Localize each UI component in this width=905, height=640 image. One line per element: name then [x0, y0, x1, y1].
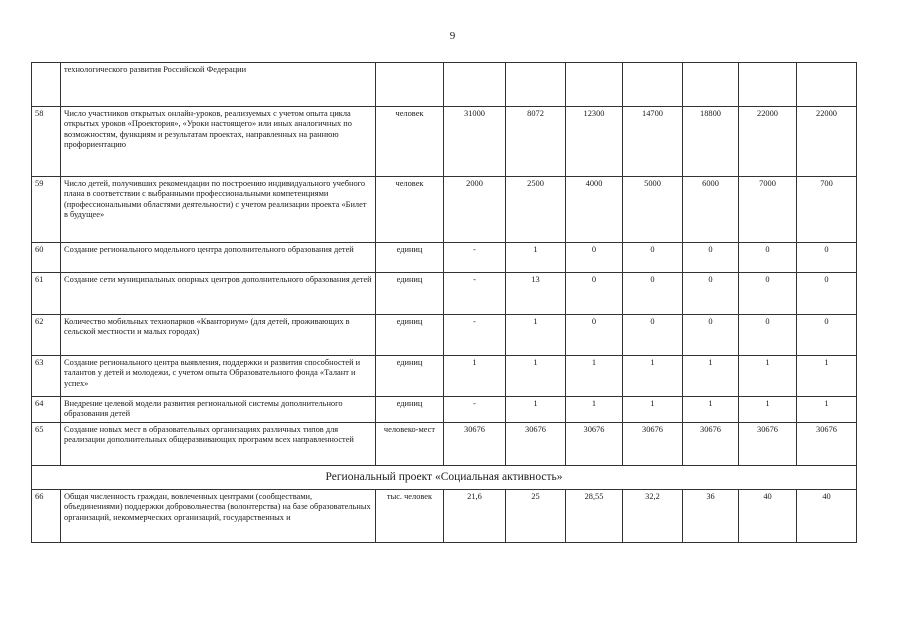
- indicator-value: 0: [623, 315, 683, 356]
- indicator-value: 30676: [506, 423, 566, 466]
- indicator-value: 1: [623, 397, 683, 423]
- indicator-value: 30676: [623, 423, 683, 466]
- indicator-name: Создание сети муниципальных опорных центров дополнительного образования детей: [61, 273, 376, 315]
- row-number: 65: [32, 423, 61, 466]
- indicator-value: 7000: [739, 177, 797, 243]
- indicator-value: 32,2: [623, 490, 683, 543]
- indicator-value: 30676: [683, 423, 739, 466]
- indicator-value: 1: [739, 356, 797, 397]
- indicator-value: 0: [623, 243, 683, 273]
- indicator-value: [623, 63, 683, 107]
- unit-of-measure: единиц: [376, 315, 444, 356]
- unit-of-measure: человек: [376, 107, 444, 177]
- indicator-value: 5000: [623, 177, 683, 243]
- indicator-value: 14700: [623, 107, 683, 177]
- indicator-value: 0: [739, 273, 797, 315]
- unit-of-measure: единиц: [376, 397, 444, 423]
- row-number: 66: [32, 490, 61, 543]
- indicator-value: 0: [566, 273, 623, 315]
- indicator-value: [797, 63, 857, 107]
- indicator-name: Количество мобильных технопарков «Кванториум» (для детей, проживающих в сельской местности и малых городах): [61, 315, 376, 356]
- indicator-value: [506, 63, 566, 107]
- unit-of-measure: [376, 63, 444, 107]
- indicator-value: 25: [506, 490, 566, 543]
- indicator-value: 13: [506, 273, 566, 315]
- indicator-value: 4000: [566, 177, 623, 243]
- indicator-value: 1: [566, 397, 623, 423]
- indicator-value: 12300: [566, 107, 623, 177]
- indicator-value: 0: [797, 273, 857, 315]
- row-number: 64: [32, 397, 61, 423]
- table-row: [32, 177, 857, 243]
- unit-of-measure: единиц: [376, 243, 444, 273]
- indicator-value: [444, 63, 506, 107]
- indicator-value: 1: [739, 397, 797, 423]
- indicator-value: 1: [506, 315, 566, 356]
- indicator-value: 30676: [566, 423, 623, 466]
- indicator-value: 30676: [797, 423, 857, 466]
- table-row: [32, 63, 857, 107]
- unit-of-measure: человек: [376, 177, 444, 243]
- row-number: [32, 63, 61, 107]
- indicator-value: 0: [739, 315, 797, 356]
- table-row: [32, 243, 857, 273]
- indicator-table: [31, 62, 857, 543]
- table-row: [32, 397, 857, 423]
- unit-of-measure: тыс. человек: [376, 490, 444, 543]
- indicator-value: 31000: [444, 107, 506, 177]
- table-row: [32, 107, 857, 177]
- row-number: 61: [32, 273, 61, 315]
- indicator-value: 40: [739, 490, 797, 543]
- indicator-name: технологического развития Российской Федерации: [61, 63, 376, 107]
- indicator-name: Создание регионального центра выявления, поддержки и развития способностей и талантов у детей и молодежи, с учетом опыта Образовательного фонда «Талант и успех»: [61, 356, 376, 397]
- indicator-value: 0: [683, 315, 739, 356]
- indicator-value: 1: [797, 356, 857, 397]
- row-number: 63: [32, 356, 61, 397]
- table-row: [32, 315, 857, 356]
- indicator-name: Создание новых мест в образовательных организациях различных типов для реализации дополнительных общеразвивающих программ всех направленностей: [61, 423, 376, 466]
- indicator-value: 30676: [444, 423, 506, 466]
- indicator-name: Общая численность граждан, вовлеченных центрами (сообществами, объединениями) поддержки добровольчества (волонтерства) на базе образовательных организаций, некоммерческих организаций, государственных и: [61, 490, 376, 543]
- indicator-value: 8072: [506, 107, 566, 177]
- indicator-name: Число детей, получивших рекомендации по построению индивидуального учебного плана в соответствии с выбранными профессиональными компетенциями (профессиональными областями деятельности) с учетом реализации проекта «Билет в будущее»: [61, 177, 376, 243]
- indicator-value: 21,6: [444, 490, 506, 543]
- indicator-value: 1: [683, 397, 739, 423]
- section-row: [32, 466, 857, 490]
- indicator-value: -: [444, 243, 506, 273]
- indicator-value: 30676: [739, 423, 797, 466]
- indicator-value: 22000: [739, 107, 797, 177]
- unit-of-measure: единиц: [376, 356, 444, 397]
- table-row: [32, 490, 857, 543]
- indicator-value: 1: [444, 356, 506, 397]
- indicator-value: [566, 63, 623, 107]
- row-number: 58: [32, 107, 61, 177]
- section-title: Региональный проект «Социальная активность»: [32, 466, 857, 490]
- indicator-value: 700: [797, 177, 857, 243]
- indicator-value: [739, 63, 797, 107]
- indicator-value: 18800: [683, 107, 739, 177]
- indicator-value: 0: [566, 315, 623, 356]
- row-number: 62: [32, 315, 61, 356]
- indicator-value: 1: [506, 243, 566, 273]
- indicator-value: 6000: [683, 177, 739, 243]
- table-row: [32, 423, 857, 466]
- indicator-value: 0: [683, 243, 739, 273]
- unit-of-measure: единиц: [376, 273, 444, 315]
- indicator-value: 2500: [506, 177, 566, 243]
- row-number: 59: [32, 177, 61, 243]
- table-row: [32, 273, 857, 315]
- indicator-value: 2000: [444, 177, 506, 243]
- unit-of-measure: человеко-мест: [376, 423, 444, 466]
- indicator-name: Число участников открытых онлайн-уроков, реализуемых с учетом опыта цикла открытых уроков «Проектория», «Уроки настоящего» или иных аналогичных по возможностям, функциям и результатам проектах, направленных на раннюю профориентацию: [61, 107, 376, 177]
- indicator-value: [683, 63, 739, 107]
- indicator-value: 1: [797, 397, 857, 423]
- indicator-value: 1: [566, 356, 623, 397]
- indicator-value: -: [444, 315, 506, 356]
- indicator-name: Внедрение целевой модели развития региональной системы дополнительного образования детей: [61, 397, 376, 423]
- indicator-value: 1: [623, 356, 683, 397]
- indicator-value: -: [444, 397, 506, 423]
- indicator-value: 28,55: [566, 490, 623, 543]
- indicator-value: 0: [683, 273, 739, 315]
- indicator-value: 0: [797, 315, 857, 356]
- indicator-value: 40: [797, 490, 857, 543]
- indicator-value: 36: [683, 490, 739, 543]
- indicator-value: 0: [739, 243, 797, 273]
- table-row: [32, 356, 857, 397]
- page-number: 9: [449, 30, 456, 42]
- indicator-value: 1: [683, 356, 739, 397]
- indicator-value: 1: [506, 397, 566, 423]
- indicator-value: 0: [566, 243, 623, 273]
- indicator-value: 1: [506, 356, 566, 397]
- indicator-name: Создание регионального модельного центра дополнительного образования детей: [61, 243, 376, 273]
- indicator-value: -: [444, 273, 506, 315]
- indicator-value: 0: [797, 243, 857, 273]
- indicator-value: 22000: [797, 107, 857, 177]
- row-number: 60: [32, 243, 61, 273]
- indicator-value: 0: [623, 273, 683, 315]
